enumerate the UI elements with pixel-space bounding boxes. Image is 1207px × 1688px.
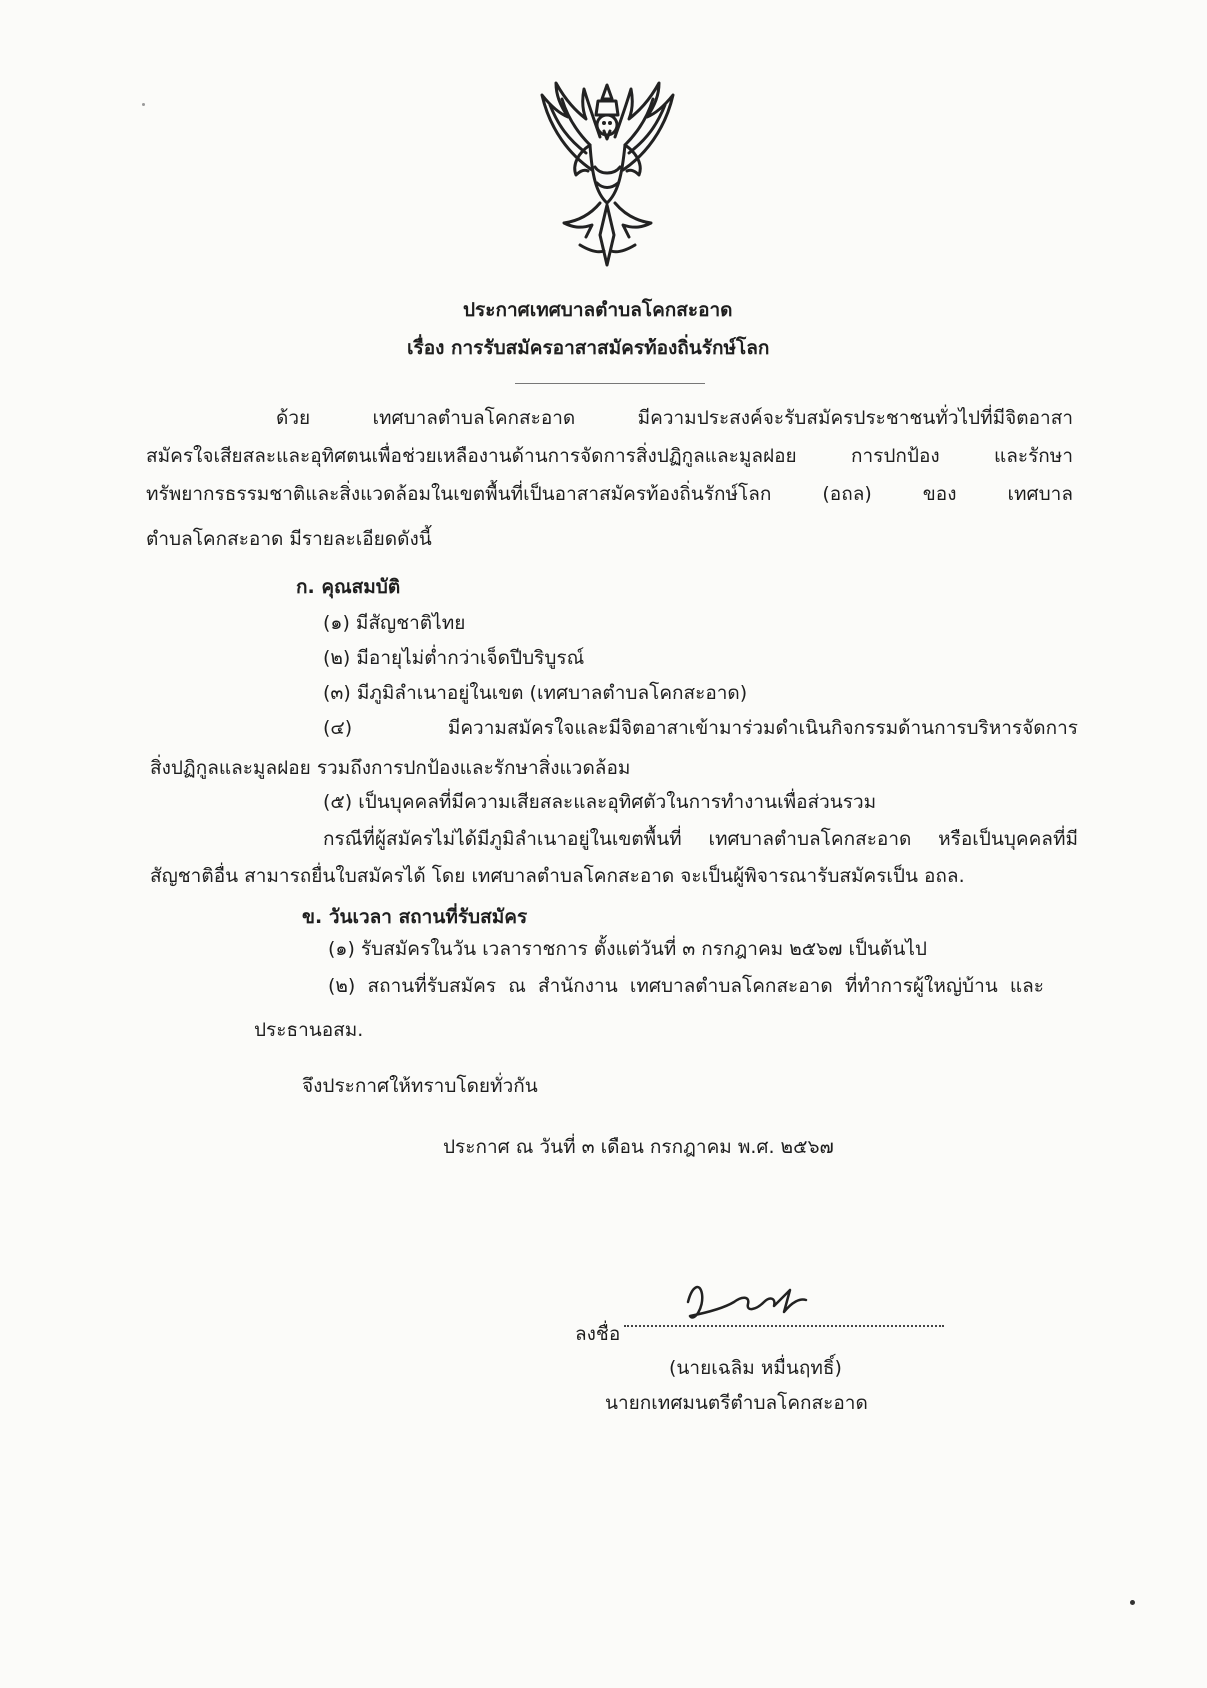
qualification-item-1: (๑) มีสัญชาติไทย <box>323 612 466 634</box>
handwritten-signature <box>680 1272 810 1332</box>
qualification-note-line-1: กรณีที่ผู้สมัครไม่ได้มีภูมิลำเนาอยู่ในเขตพื้นที่ เทศบาลตำบลโคกสะอาด หรือเป็นบุคคลที่มี <box>323 828 1078 850</box>
signature-line <box>624 1325 944 1327</box>
signer-name: (นายเฉลิม หมื่นฤทธิ์) <box>669 1357 842 1379</box>
qualification-item-2: (๒) มีอายุไม่ต่ำกว่าเจ็ดปีบริบูรณ์ <box>323 647 585 669</box>
qualification-item-4-line-2: สิ่งปฏิกูลและมูลฝอย รวมถึงการปกป้องและรักษาสิ่งแวดล้อม <box>150 757 631 779</box>
application-item-1: (๑) รับสมัครในวัน เวลาราชการ ตั้งแต่วันที่ ๓ กรกฎาคม ๒๕๖๗ เป็นต้นไป <box>328 938 927 960</box>
qualification-note-line-2: สัญชาติอื่น สามารถยื่นใบสมัครได้ โดย เทศบาลตำบลโคกสะอาด จะเป็นผู้พิจารณารับสมัครเป็น อถล. <box>150 865 965 887</box>
signer-position: นายกเทศมนตรีตำบลโคกสะอาด <box>605 1392 868 1414</box>
sign-label: ลงชื่อ <box>575 1323 621 1345</box>
intro-line-2: สมัครใจเสียสละและอุทิศตนเพื่อช่วยเหลืองานด้านการจัดการสิ่งปฏิกูลและมูลฝอย การปกป้อง และรักษา <box>146 445 1073 467</box>
closing-announcement: จึงประกาศให้ทราบโดยทั่วกัน <box>302 1075 538 1097</box>
application-item-2-line-1: (๒) สถานที่รับสมัคร ณ สำนักงาน เทศบาลตำบลโคกสะอาด ที่ทำการผู้ใหญ่บ้าน และ <box>328 975 1044 997</box>
scan-speck <box>142 103 145 106</box>
qualification-item-5: (๕) เป็นบุคคลที่มีความเสียสละและอุทิศตัวในการทำงานเพื่อส่วนรวม <box>323 791 877 813</box>
qualification-item-4-line-1: (๔) มีความสมัครใจและมีจิตอาสาเข้ามาร่วมดำเนินกิจกรรมด้านการบริหารจัดการ <box>323 717 1078 739</box>
section-b-heading: ข. วันเวลา สถานที่รับสมัคร <box>302 906 528 928</box>
intro-line-4: ตำบลโคกสะอาด มีรายละเอียดดังนี้ <box>146 528 432 550</box>
scan-speck <box>1130 1600 1135 1605</box>
intro-line-1: ด้วย เทศบาลตำบลโคกสะอาด มีความประสงค์จะรับสมัครประชาชนทั่วไปที่มีจิตอาสา <box>276 407 1073 429</box>
document-subject: เรื่อง การรับสมัครอาสาสมัครท้องถิ่นรักษ์โลก <box>407 337 770 359</box>
document-title: ประกาศเทศบาลตำบลโคกสะอาด <box>463 299 733 321</box>
qualification-item-3: (๓) มีภูมิลำเนาอยู่ในเขต (เทศบาลตำบลโคกสะอาด) <box>323 682 748 704</box>
title-divider <box>515 383 705 384</box>
intro-line-3: ทรัพยากรธรรมชาติและสิ่งแวดล้อมในเขตพื้นที่เป็นอาสาสมัครท้องถิ่นรักษ์โลก (อถล) ของ เทศบาล <box>146 483 1073 505</box>
section-a-heading: ก. คุณสมบัติ <box>296 576 401 598</box>
application-item-2-line-2: ประธานอสม. <box>254 1019 364 1041</box>
announcement-date: ประกาศ ณ วันที่ ๓ เดือน กรกฎาคม พ.ศ. ๒๕๖๗ <box>443 1136 834 1158</box>
garuda-emblem-icon <box>520 75 695 275</box>
